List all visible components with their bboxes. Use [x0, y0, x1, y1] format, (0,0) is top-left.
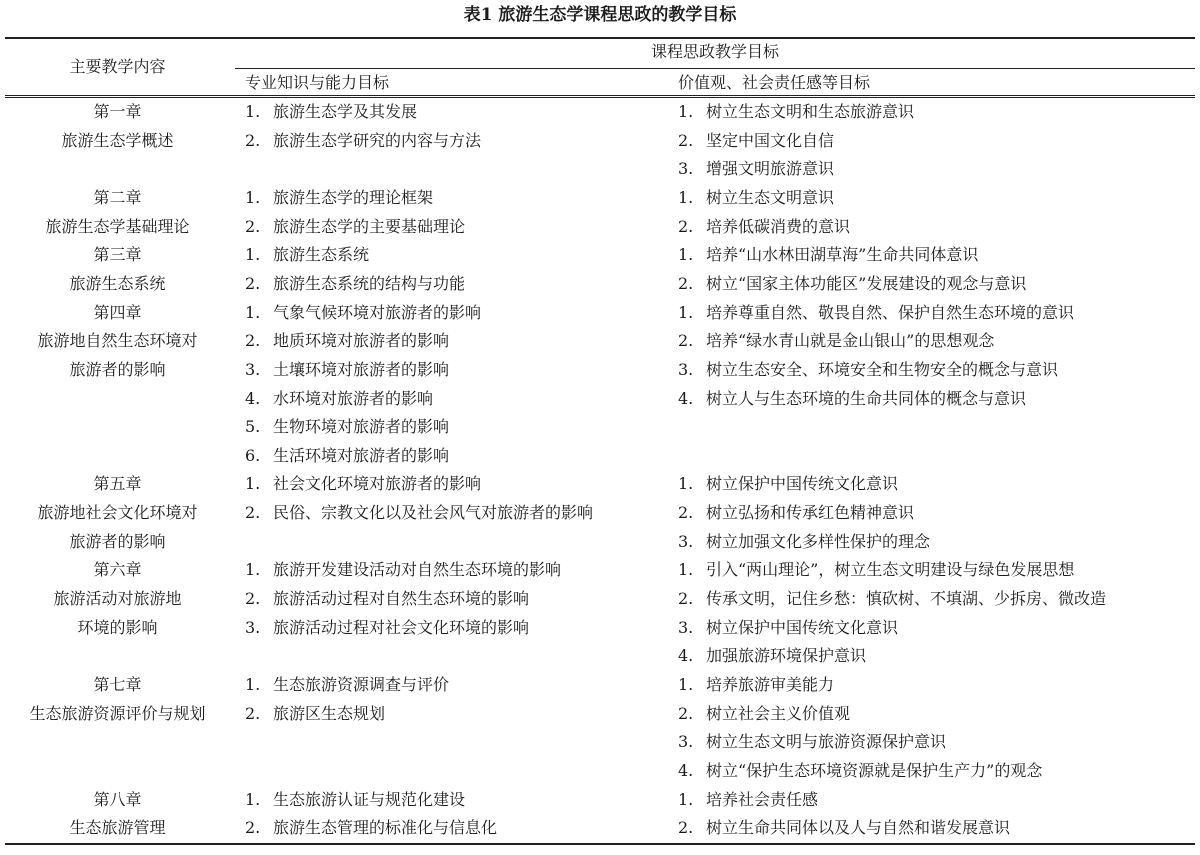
knowledge-goal: [245, 213, 465, 242]
item-text: 地质环境对旅游者的影响: [273, 331, 450, 351]
item-number: 2.: [678, 130, 694, 150]
item-number: 4.: [678, 388, 694, 408]
item-text: 树立弘扬和传承红色精神意识: [706, 503, 915, 523]
knowledge-goal: [245, 556, 561, 585]
knowledge-goal: [245, 413, 449, 442]
knowledge-goal: [245, 442, 449, 471]
value-goal: [678, 155, 834, 184]
item-number: 2.: [245, 331, 261, 351]
chapter-number: 第一章: [93, 102, 142, 121]
item-text: 树立人与生态环境的生命共同体的概念与意识: [706, 388, 1027, 408]
knowledge-goal: [245, 786, 465, 815]
item-text: 民俗、宗教文化以及社会风气对旅游者的影响: [273, 503, 594, 523]
chapter-title: 旅游生态学基础理论: [45, 216, 190, 236]
item-text: 生态旅游认证与规范化建设: [273, 789, 466, 809]
item-number: 1.: [678, 560, 694, 580]
chapter-title: 环境的影响: [77, 617, 158, 637]
knowledge-goal: [245, 270, 465, 299]
item-text: 旅游开发建设活动对自然生态环境的影响: [273, 560, 562, 580]
chapter-title: 旅游地自然生态环境对: [37, 331, 198, 351]
item-number: 1.: [678, 474, 694, 494]
chapter-title: 生态旅游资源评价与规划: [29, 703, 206, 723]
item-number: 3.: [678, 617, 694, 637]
value-goal: [678, 757, 1042, 786]
value-goal: [678, 499, 914, 528]
item-text: 传承文明，记住乡愁：慎砍树、不填湖、少拆房、微改造: [706, 589, 1107, 609]
item-text: 生活环境对旅游者的影响: [273, 445, 450, 465]
item-text: 培养社会责任感: [706, 789, 819, 809]
item-number: 2.: [678, 216, 694, 236]
item-text: 旅游生态学研究的内容与方法: [273, 130, 482, 150]
item-number: 1.: [678, 102, 694, 121]
item-text: 树立社会主义价值观: [706, 703, 851, 723]
bottom-rule: [5, 843, 1195, 845]
item-text: 增强文明旅游意识: [706, 159, 835, 179]
header-value-goals: 价值观、社会责任感等目标: [678, 73, 871, 92]
value-goal: [678, 671, 834, 700]
item-text: 加强旅游环境保护意识: [706, 646, 867, 666]
value-goal: [678, 213, 850, 242]
chapter-title: 旅游生态学概述: [61, 130, 174, 150]
knowledge-goal: [245, 671, 449, 700]
item-number: 3.: [678, 359, 694, 379]
knowledge-goal: [245, 356, 449, 385]
value-goal: [678, 556, 1074, 585]
knowledge-goal: [245, 184, 433, 213]
value-goal: [678, 241, 978, 270]
item-number: 1.: [245, 187, 261, 207]
item-number: 1.: [245, 560, 261, 580]
value-goal: [678, 127, 834, 156]
knowledge-goal: [245, 127, 481, 156]
chapter-number: 第六章: [93, 560, 142, 580]
value-goal: [678, 470, 898, 499]
item-number: 3.: [245, 617, 261, 637]
table-title: 表1 旅游生态学课程思政的教学目标: [463, 5, 737, 25]
chapter-title: 旅游者的影响: [69, 359, 166, 379]
value-goal: [678, 786, 818, 815]
item-number: 2.: [678, 331, 694, 351]
item-text: 培养“山水林田湖草海”生命共同体意识: [706, 245, 979, 265]
item-text: 树立生态文明与旅游资源保护意识: [706, 732, 947, 752]
item-number: 1.: [245, 245, 261, 265]
knowledge-goal: [245, 700, 385, 729]
knowledge-goal: [245, 499, 593, 528]
knowledge-goal: [245, 299, 481, 328]
item-number: 6.: [245, 445, 261, 465]
item-text: 树立生态安全、环境安全和生物安全的概念与意识: [706, 359, 1059, 379]
item-text: 坚定中国文化自信: [706, 130, 835, 150]
item-number: 2.: [245, 818, 261, 838]
item-number: 4.: [678, 646, 694, 666]
knowledge-goal: [245, 327, 449, 356]
knowledge-goal: [245, 385, 433, 414]
item-number: 2.: [678, 703, 694, 723]
item-number: 1.: [678, 302, 694, 322]
item-number: 2.: [678, 273, 694, 293]
knowledge-goal: [245, 241, 369, 270]
chapter-title: 生态旅游管理: [69, 818, 166, 838]
item-number: 1.: [245, 474, 261, 494]
item-number: 1.: [678, 789, 694, 809]
chapter-number: 第四章: [93, 302, 142, 322]
item-text: 旅游生态系统: [273, 245, 370, 265]
chapter-title: 旅游地社会文化环境对: [37, 503, 198, 523]
item-number: 2.: [245, 273, 261, 293]
item-number: 2.: [678, 503, 694, 523]
item-text: 水环境对旅游者的影响: [273, 388, 434, 408]
item-text: 旅游生态学及其发展: [273, 102, 418, 121]
value-goal: [678, 814, 1010, 843]
item-text: 树立保护中国传统文化意识: [706, 474, 899, 494]
item-text: 树立生态文明意识: [706, 187, 835, 207]
chapter-title: 旅游生态系统: [69, 273, 166, 293]
item-text: 树立“国家主体功能区”发展建设的观念与意识: [706, 273, 1027, 293]
value-goal: [678, 385, 1026, 414]
item-number: 4.: [245, 388, 261, 408]
item-text: 培养“绿水青山就是金山银山”的思想观念: [706, 331, 995, 351]
value-goal: [678, 728, 946, 757]
value-goal: [678, 184, 834, 213]
chapter-number: 第五章: [93, 474, 142, 494]
item-number: 2.: [245, 130, 261, 150]
item-number: 1.: [245, 675, 261, 694]
item-text: 旅游生态系统的结构与功能: [273, 273, 466, 293]
item-number: 1.: [245, 789, 261, 809]
item-number: 2.: [245, 703, 261, 723]
item-number: 2.: [678, 589, 694, 609]
chapter-title: 旅游活动对旅游地: [53, 589, 182, 609]
item-text: 树立生命共同体以及人与自然和谐发展意识: [706, 818, 1011, 838]
item-text: 旅游区生态规划: [273, 703, 386, 723]
value-goal: [678, 270, 1026, 299]
item-number: 1.: [245, 302, 261, 322]
header-knowledge-goals: 专业知识与能力目标: [245, 73, 390, 92]
value-goal: [678, 327, 994, 356]
knowledge-goal: [245, 470, 481, 499]
item-text: 生物环境对旅游者的影响: [273, 417, 450, 437]
chapter-title: 旅游者的影响: [69, 531, 166, 551]
item-text: 树立保护中国传统文化意识: [706, 617, 899, 637]
knowledge-goal: [245, 614, 529, 643]
chapter-number: 第三章: [93, 245, 142, 265]
item-number: 3.: [678, 531, 694, 551]
knowledge-goal: [245, 98, 417, 127]
item-number: 1.: [678, 245, 694, 265]
item-text: 树立加强文化多样性保护的理念: [706, 531, 931, 551]
item-number: 2.: [245, 589, 261, 609]
item-text: 培养旅游审美能力: [706, 675, 835, 694]
header-main-content: 主要教学内容: [69, 57, 166, 76]
item-number: 1.: [678, 675, 694, 694]
item-number: 3.: [678, 732, 694, 752]
item-text: 树立“保护生态环境资源就是保护生产力”的观念: [706, 760, 1043, 780]
value-goal: [678, 614, 898, 643]
chapter-number: 第八章: [93, 789, 142, 809]
value-goal: [678, 98, 914, 127]
item-text: 培养低碳消费的意识: [706, 216, 851, 236]
item-text: 土壤环境对旅游者的影响: [273, 359, 450, 379]
item-text: 旅游生态管理的标准化与信息化: [273, 818, 498, 838]
item-number: 4.: [678, 760, 694, 780]
item-number: 2.: [245, 216, 261, 236]
item-text: 培养尊重自然、敬畏自然、保护自然生态环境的意识: [706, 302, 1075, 322]
item-number: 3.: [678, 159, 694, 179]
value-goal: [678, 585, 1106, 614]
value-goal: [678, 299, 1074, 328]
item-number: 2.: [245, 503, 261, 523]
value-goal: [678, 700, 850, 729]
value-goal: [678, 356, 1058, 385]
header-double-rule: [5, 95, 1195, 96]
item-text: 生态旅游资源调查与评价: [273, 675, 450, 694]
knowledge-goal: [245, 585, 529, 614]
item-text: 社会文化环境对旅游者的影响: [273, 474, 482, 494]
chapter-number: 第七章: [93, 675, 142, 694]
item-number: 3.: [245, 359, 261, 379]
item-number: 5.: [245, 417, 261, 437]
item-text: 引入“两山理论”，树立生态文明建设与绿色发展思想: [706, 560, 1075, 580]
item-text: 旅游活动过程对自然生态环境的影响: [273, 589, 530, 609]
item-text: 旅游生态学的理论框架: [273, 187, 434, 207]
chapter-number: 第二章: [93, 187, 142, 207]
header-group-goals: 课程思政教学目标: [650, 42, 779, 61]
item-number: 1.: [245, 102, 261, 121]
item-text: 旅游生态学的主要基础理论: [273, 216, 466, 236]
value-goal: [678, 528, 930, 557]
item-text: 气象气候环境对旅游者的影响: [273, 302, 482, 322]
item-text: 树立生态文明和生态旅游意识: [706, 102, 915, 121]
item-text: 旅游活动过程对社会文化环境的影响: [273, 617, 530, 637]
item-number: 2.: [678, 818, 694, 838]
knowledge-goal: [245, 814, 497, 843]
value-goal: [678, 642, 866, 671]
item-number: 1.: [678, 187, 694, 207]
